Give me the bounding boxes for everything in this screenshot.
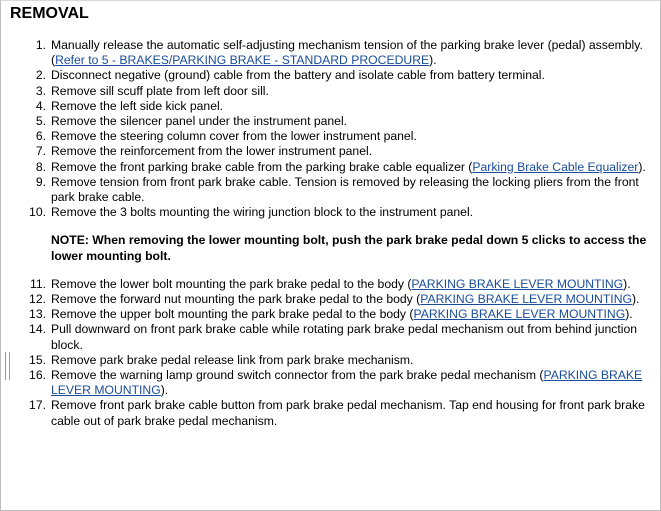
step-number: 13. xyxy=(29,307,46,322)
step-text: Remove the reinforcement from the lower instrument panel. xyxy=(51,144,373,159)
procedure-step xyxy=(0,175,661,205)
step-text: Remove sill scuff plate from left door sill. xyxy=(51,83,269,98)
step-number: 9. xyxy=(35,174,46,189)
step-number: 4. xyxy=(35,98,46,113)
step-number: 2. xyxy=(35,68,46,83)
lever-mounting-link[interactable]: PARKING BRAKE LEVER MOUNTING xyxy=(51,368,643,398)
step-text-end: ). xyxy=(625,307,633,322)
step-number: 16. xyxy=(29,368,46,383)
procedure-step xyxy=(0,129,661,144)
procedure-step xyxy=(0,84,661,99)
step-text: Remove the steering column cover from the lower instrument panel. xyxy=(51,129,417,144)
procedure-step xyxy=(0,292,661,307)
step-number: 12. xyxy=(29,292,46,307)
procedure-step xyxy=(0,353,661,368)
procedure-step xyxy=(0,398,661,428)
step-text-end: ). xyxy=(638,159,646,174)
step-text: Remove the warning lamp ground switch connector from the park brake pedal mechanism ( xyxy=(51,368,544,383)
step-text: Remove the lower bolt mounting the park brake pedal to the body ( xyxy=(51,276,412,291)
step-text: Manually release the automatic self-adjusting mechanism tension of the parking brake lever (pedal) assembly. ( xyxy=(51,38,643,68)
step-number: 5. xyxy=(35,114,46,129)
step-text: Remove the left side kick panel. xyxy=(51,98,224,113)
step-number: 3. xyxy=(35,83,46,98)
procedure-step xyxy=(0,205,661,220)
lever-mounting-link[interactable]: PARKING BRAKE LEVER MOUNTING xyxy=(411,276,624,291)
step-text: Remove the forward nut mounting the park brake pedal to the body ( xyxy=(51,292,421,307)
procedure-step xyxy=(0,144,661,159)
step-number: 1. xyxy=(35,38,46,52)
procedure-step xyxy=(0,38,661,68)
procedure-step xyxy=(0,368,661,398)
procedure-step xyxy=(0,114,661,129)
step-number: 14. xyxy=(29,322,46,337)
step-text: Remove the silencer panel under the instrument panel. xyxy=(51,114,348,129)
procedure-step xyxy=(0,307,661,322)
step-number: 7. xyxy=(35,144,46,159)
steps-list-a xyxy=(0,38,661,220)
step-text-end: ). xyxy=(623,276,631,291)
step-text-end: ). xyxy=(631,292,640,307)
procedure-step xyxy=(0,160,661,175)
step-number: 15. xyxy=(29,352,46,367)
step-text: Remove tension from front park brake cable. Tension is removed by releasing the locking pliers from the front park brake cable. xyxy=(51,174,639,205)
step-text-end: ). xyxy=(160,383,169,398)
lever-mounting-link[interactable]: PARKING BRAKE LEVER MOUNTING xyxy=(413,307,626,322)
step-text: Remove the front parking brake cable from the parking brake cable equalizer ( xyxy=(51,159,473,174)
step-number: 8. xyxy=(35,159,46,174)
page-title: REMOVAL xyxy=(10,5,89,22)
cable-equalizer-link[interactable]: Parking Brake Cable Equalizer xyxy=(472,159,639,174)
step-number: 17. xyxy=(29,398,46,413)
step-number: 6. xyxy=(35,129,46,144)
procedure-step xyxy=(0,99,661,114)
lever-mounting-link[interactable]: PARKING BRAKE LEVER MOUNTING xyxy=(420,292,632,307)
procedure-step xyxy=(0,277,661,292)
step-text: Remove the 3 bolts mounting the wiring junction block to the instrument panel. xyxy=(51,205,474,220)
step-text-end: ). xyxy=(429,53,437,68)
steps-list-b xyxy=(0,277,661,429)
procedure-step xyxy=(0,322,661,352)
removal-procedure xyxy=(0,38,661,429)
step-text: Remove the upper bolt mounting the park brake pedal to the body ( xyxy=(51,307,414,322)
standard-procedure-link[interactable]: Refer to 5 - BRAKES/PARKING BRAKE - STANDARD PROCEDURE xyxy=(55,53,430,68)
note-text: NOTE: When removing the lower mounting bolt, push the park brake pedal down 5 clicks to access the lower mounting bolt. xyxy=(51,233,647,263)
step-text: Remove front park brake cable button from park brake pedal mechanism. Tap end housing for front park brake cable out of park brake pedal mechanism. xyxy=(51,398,645,428)
procedure-step xyxy=(0,68,661,83)
step-number: 10. xyxy=(29,205,46,220)
step-number: 11. xyxy=(29,276,46,291)
step-text: Pull downward on front park brake cable while rotating park brake pedal mechanism out from behind junction block. xyxy=(51,322,637,352)
step-text: Remove park brake pedal release link from park brake mechanism. xyxy=(51,352,414,367)
step-text: Disconnect negative (ground) cable from the battery and isolate cable from battery terminal. xyxy=(51,68,545,83)
